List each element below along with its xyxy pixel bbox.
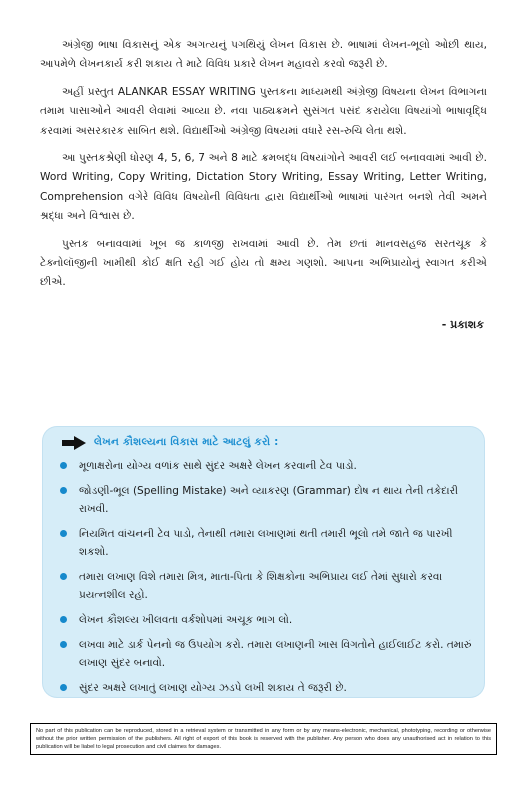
tips-list <box>57 457 475 704</box>
bullet-dot-icon <box>60 641 67 648</box>
tip-text: તમારા લખાણ વિશે તમારા મિત્ર, માતા-પિતા કે શિક્ષકોના અભિપ્રાય લઈ તેમાં સુધારો કરવા પ્રયત્નશીલ રહો. <box>79 571 443 601</box>
tip-text: મૂળાક્ષરોના યોગ્ય વળાંક સાથે સુંદર અક્ષરે લેખન કરવાની ટેવ પાડો. <box>79 460 357 472</box>
tip-item <box>57 568 475 604</box>
publisher-signature: - પ્રકાશક <box>441 318 484 331</box>
tips-title: લેખન કૌશલ્યના વિકાસ માટે આટલું કરો : <box>94 435 279 448</box>
bullet-dot-icon <box>60 684 67 691</box>
tips-heading <box>62 433 279 451</box>
preface-paragraph-1: અંગ્રેજી ભાષા વિકાસનું એક અગત્યનું પગથિયું લેખન વિકાસ છે. ભાષામાં લેખન-ભૂલો ઓછી થાય, આપમેળે લેખનકાર્ય કરી શકાય તે માટે વિવિધ પ્રકારે લેખન મહાવરો કરવો જરૂરી છે. <box>40 39 487 71</box>
tip-text: સુંદર અક્ષરે લખાતું લખાણ યોગ્ય ઝડપે લખી શકાય તે જરૂરી છે. <box>79 682 347 694</box>
tip-item <box>57 525 475 561</box>
bullet-dot-icon <box>60 573 67 580</box>
arrow-right-icon <box>62 435 86 449</box>
writing-tips-box <box>43 427 484 697</box>
bullet-dot-icon <box>60 616 67 623</box>
bullet-dot-icon <box>60 530 67 537</box>
tip-text: લખવા માટે ડાર્ક પેનનો જ ઉપયોગ કરો. તમારા લખાણની ખાસ વિગતોને હાઈલાઈટ કરો. તમારું લખાણ સુંદર બનાવો. <box>79 639 472 669</box>
preface-paragraph-3: આ પુસ્તકશ્રેણી ધોરણ 4, 5, 6, 7 અને 8 માટે ક્રમબદ્ધ વિષયાંગોને આવરી લઈ બનાવવામાં આવી છે. Word Writing, Copy Writing, Dictation Story Writing, Essay Writing, Letter Writing, Comprehension વગેરે વિવિધ વિષયોની વિવિધતા દ્વારા વિદ્યાર્થીઓ ભાષામાં પારંગત બનશે તેવી અમને શ્રદ્ધા અને વિશ્વાસ છે. <box>40 152 487 223</box>
tip-item <box>57 482 475 518</box>
tip-item <box>57 611 475 629</box>
tip-text: જોડણી-ભૂલ (Spelling Mistake) અને વ્યાકરણ (Grammar) દોષ ન થાય તેની તકેદારી રાખવી. <box>79 485 459 515</box>
preface-section <box>40 36 487 293</box>
tip-text: નિયમિત વાંચનની ટેવ પાડો, તેનાથી તમારા લખાણમાં થતી તમારી ભૂલો તમે જાતે જ પારખી શકશો. <box>79 528 453 558</box>
bullet-dot-icon <box>60 487 67 494</box>
tip-item <box>57 636 475 672</box>
copyright-notice: No part of this publication can be reproduced, stored in a retrieval system or transmitted in any form or by any means-electronic, mechanical, phototyping, recording or otherwise without the prior written permission of the publishers. All right of export of this book is reserved with the publisher. Any person who does any unauthorised act in relation to this publication will be liabel to legal prosecution and civil claimes for damages. <box>30 723 497 755</box>
tip-item <box>57 457 475 475</box>
tip-text: લેખન કૌશલ્ય ખીલવતા વર્કશોપમાં અચૂક ભાગ લો. <box>79 614 293 626</box>
tip-item <box>57 679 475 697</box>
bullet-dot-icon <box>60 462 67 469</box>
preface-paragraph-2: અહીં પ્રસ્તુત ALANKAR ESSAY WRITING પુસ્તકના માધ્યમથી અંગ્રેજી વિષયના લેખન વિભાગના તમામ પાસાઓને આવરી લેવામાં આવ્યા છે. નવા પાઠ્યક્રમને સુસંગત પસંદ કરાયેલા વિષયાંગો ભાષાવૃદ્ધિ કરવામાં અસરકારક સાબિત થશે. વિદ્યાર્થીઓ અંગ્રેજી વિષયમાં વધારે રસ-રુચિ લેતા થશે. <box>40 85 487 137</box>
preface-paragraph-4: પુસ્તક બનાવવામાં ખૂબ જ કાળજી રાખવામાં આવી છે. તેમ છતાં માનવસહજ સરતચૂક કે ટેક્નોલૉજીની ખામીથી કોઈ ક્ષતિ રહી ગઈ હોય તો ક્ષમ્ય ગણશો. આપના અભિપ્રાયોનું સ્વાગત કરીએ છીએ. <box>40 237 487 289</box>
